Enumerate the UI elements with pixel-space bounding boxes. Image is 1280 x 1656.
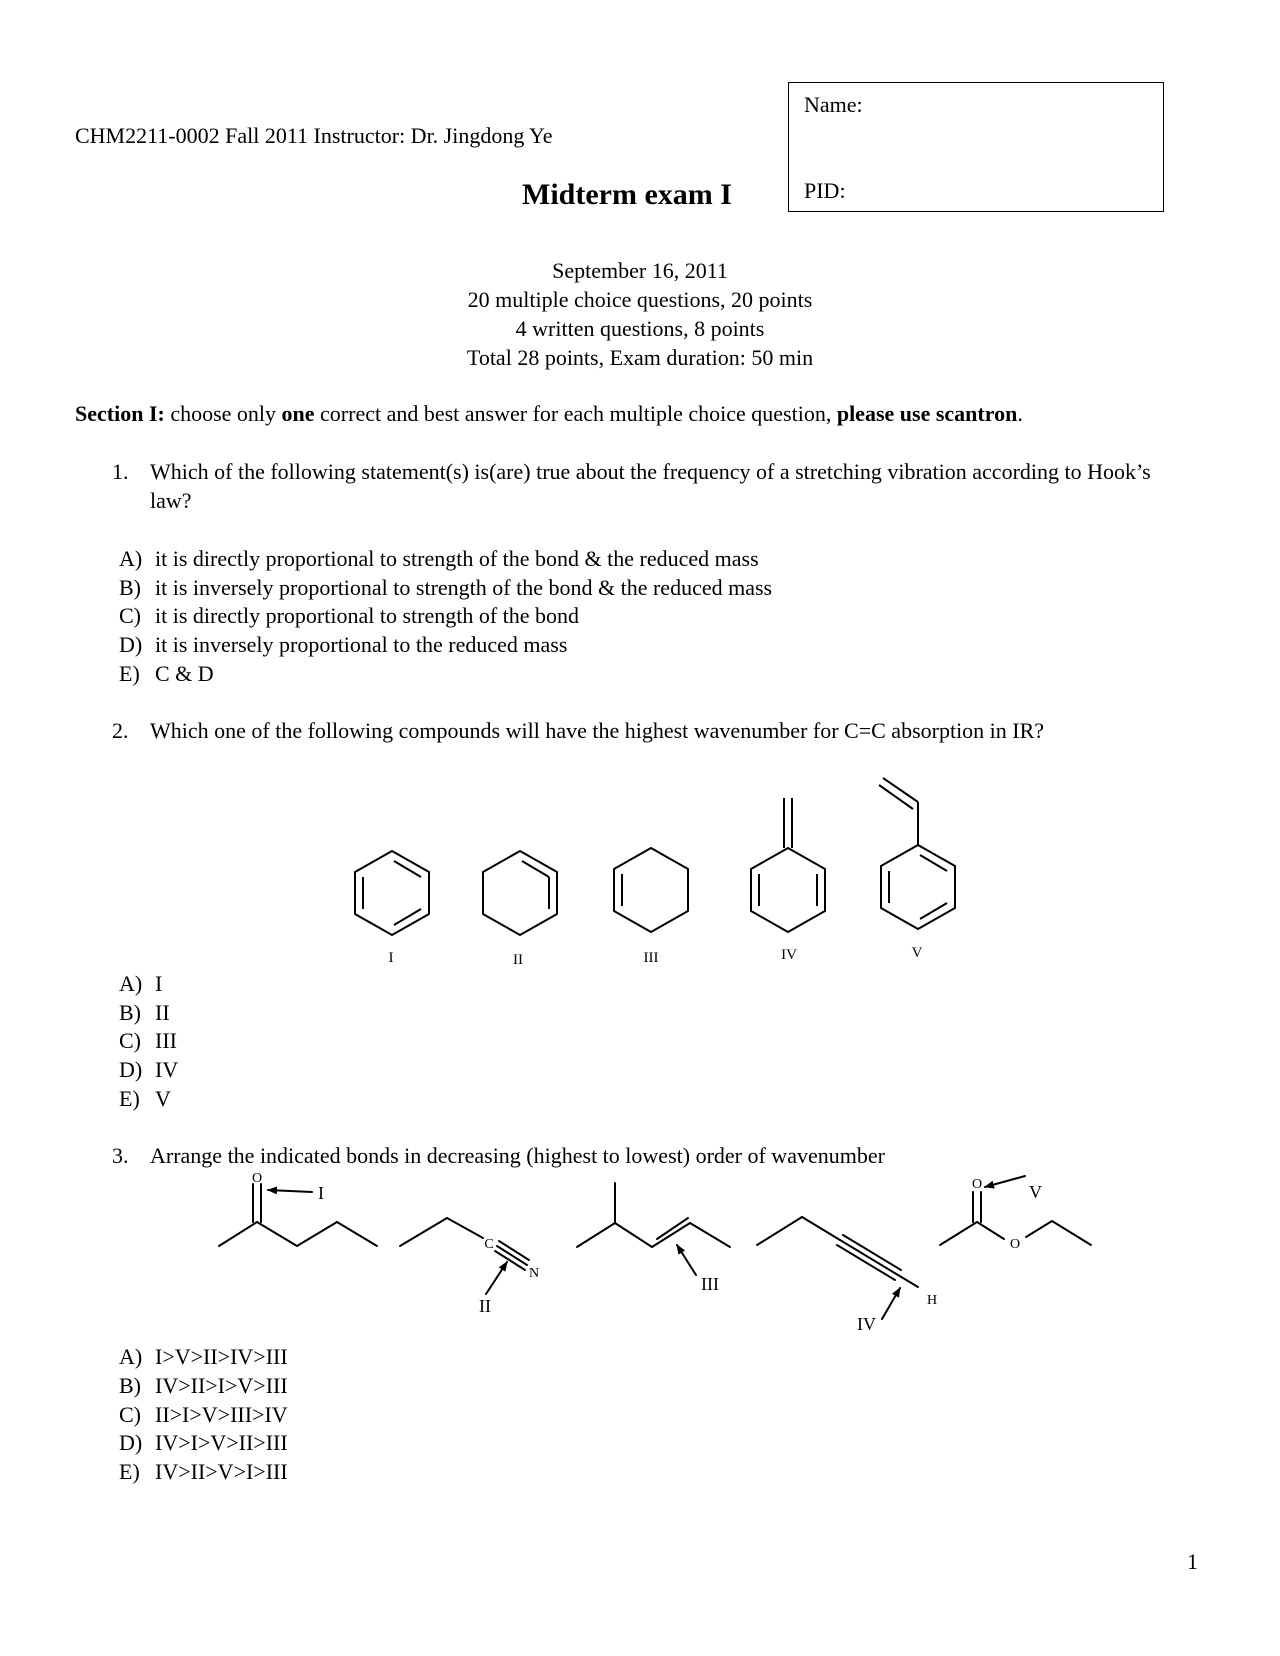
- molecule-alkene: [577, 1183, 730, 1275]
- compound-i-benzene: [355, 851, 429, 935]
- option-text: I>V>II>IV>III: [155, 1344, 288, 1369]
- q3-option-e: [119, 1457, 288, 1486]
- q3-option-c: [119, 1400, 288, 1429]
- molecule-nitrile: [400, 1218, 529, 1294]
- exam-date: September 16, 2011: [552, 258, 728, 283]
- compound-ii-cyclohexadiene: [483, 851, 557, 935]
- section-instructions: [75, 400, 1023, 428]
- q2-number: 2.: [112, 718, 129, 743]
- q2-option-d: [119, 1055, 178, 1084]
- option-text: it is directly proportional to strength of the bond & the reduced mass: [155, 546, 759, 571]
- q3-label-ii: II: [479, 1296, 491, 1316]
- option-text: IV>II>I>V>III: [155, 1373, 288, 1398]
- option-letter: B): [119, 1373, 141, 1398]
- section-text-3: .: [1017, 401, 1023, 426]
- option-text: II: [155, 1000, 170, 1025]
- atom-o-ether: O: [1009, 1237, 1021, 1252]
- name-label: Name:: [804, 92, 863, 117]
- option-letter: A): [119, 971, 143, 996]
- option-text: it is inversely proportional to strength of the bond & the reduced mass: [155, 575, 773, 600]
- q2-label-i: I: [388, 950, 394, 966]
- option-text: C & D: [155, 661, 214, 686]
- q2-label-iii: III: [643, 950, 659, 966]
- compound-v-styrene: [879, 778, 955, 929]
- option-letter: E): [119, 661, 140, 686]
- atom-c-nitrile: C: [484, 1237, 494, 1252]
- course-header: CHM2211-0002 Fall 2011 Instructor: Dr. Jingdong Ye: [75, 123, 553, 148]
- option-text: II>I>V>III>IV: [155, 1402, 288, 1427]
- name-pid-box: [788, 82, 1164, 212]
- exam-title: Midterm exam I: [522, 178, 732, 211]
- atom-o-ketone: O: [251, 1171, 263, 1186]
- q2-text: Which one of the following compounds will have the highest wavenumber for C=C absorption in IR?: [150, 718, 1045, 743]
- exam-info: [420, 256, 860, 372]
- option-text: IV: [155, 1057, 179, 1082]
- q3-label-iii: III: [701, 1274, 719, 1294]
- q3-option-d: [119, 1428, 288, 1457]
- q3-option-a: [119, 1342, 288, 1371]
- exam-mc-info: 20 multiple choice questions, 20 points: [467, 287, 813, 312]
- option-text: IV>I>V>II>III: [155, 1430, 288, 1455]
- q3-label-v: V: [1029, 1182, 1042, 1202]
- q3-label-iv: IV: [857, 1314, 876, 1334]
- section-scantron: please use scantron: [836, 401, 1018, 426]
- q1-option-c: [119, 601, 579, 630]
- option-text: III: [155, 1028, 177, 1053]
- atom-h-alkyne: H: [926, 1293, 938, 1308]
- option-letter: E): [119, 1086, 140, 1111]
- q1-option-d: [119, 630, 567, 659]
- q2-label-v: V: [911, 945, 923, 961]
- option-letter: D): [119, 1430, 143, 1455]
- option-letter: A): [119, 546, 143, 571]
- molecule-ketone: [219, 1184, 377, 1246]
- page-number: 1: [1187, 1549, 1198, 1574]
- option-letter: C): [119, 1028, 141, 1053]
- q1-option-e: [119, 659, 214, 688]
- q3-text: Arrange the indicated bonds in decreasing (highest to lowest) order of wavenumber: [150, 1143, 885, 1168]
- q1-number: 1.: [112, 459, 129, 484]
- compound-iii-cyclohexene: [614, 848, 688, 932]
- q2-structures: [0, 760, 1280, 980]
- section-text-1: choose only: [164, 401, 282, 426]
- atom-n-nitrile: N: [528, 1266, 540, 1281]
- q2-label-ii: II: [513, 952, 523, 968]
- molecule-alkyne: [757, 1217, 918, 1319]
- option-letter: C): [119, 1402, 141, 1427]
- q1-text: Which of the following statement(s) is(are) true about the frequency of a stretching vibration according to Hook’s law?: [150, 459, 1151, 513]
- option-text: it is inversely proportional to the reduced mass: [155, 632, 568, 657]
- pid-label: PID:: [804, 178, 846, 203]
- compound-iv-methylenecyclohexadiene: [751, 798, 825, 932]
- exam-total-info: Total 28 points, Exam duration: 50 min: [466, 345, 814, 370]
- atom-o-carbonyl: O: [971, 1177, 983, 1192]
- option-text: IV>II>V>I>III: [155, 1459, 288, 1484]
- option-text: it is directly proportional to strength of the bond: [155, 603, 580, 628]
- q2-label-iv: IV: [781, 947, 797, 963]
- option-text: V: [155, 1086, 171, 1111]
- q2-option-a: [119, 969, 162, 998]
- q3-option-b: [119, 1371, 288, 1400]
- option-letter: D): [119, 1057, 143, 1082]
- option-letter: E): [119, 1459, 140, 1484]
- q3-number: 3.: [112, 1143, 129, 1168]
- molecule-ester: [940, 1176, 1091, 1245]
- q3-label-i: I: [318, 1183, 324, 1203]
- q1-option-a: [119, 544, 759, 573]
- section-label: Section I:: [75, 401, 165, 426]
- q2-option-b: [119, 998, 170, 1027]
- exam-written-info: 4 written questions, 8 points: [515, 316, 765, 341]
- q3-structures: [0, 1170, 1280, 1340]
- q2-option-c: [119, 1026, 177, 1055]
- q1-option-b: [119, 573, 772, 602]
- section-one: one: [281, 401, 315, 426]
- option-text: I: [155, 971, 163, 996]
- section-text-2: correct and best answer for each multiple choice question,: [314, 401, 837, 426]
- option-letter: C): [119, 603, 141, 628]
- option-letter: B): [119, 1000, 141, 1025]
- q2-option-e: [119, 1084, 171, 1113]
- option-letter: B): [119, 575, 141, 600]
- option-letter: A): [119, 1344, 143, 1369]
- option-letter: D): [119, 632, 143, 657]
